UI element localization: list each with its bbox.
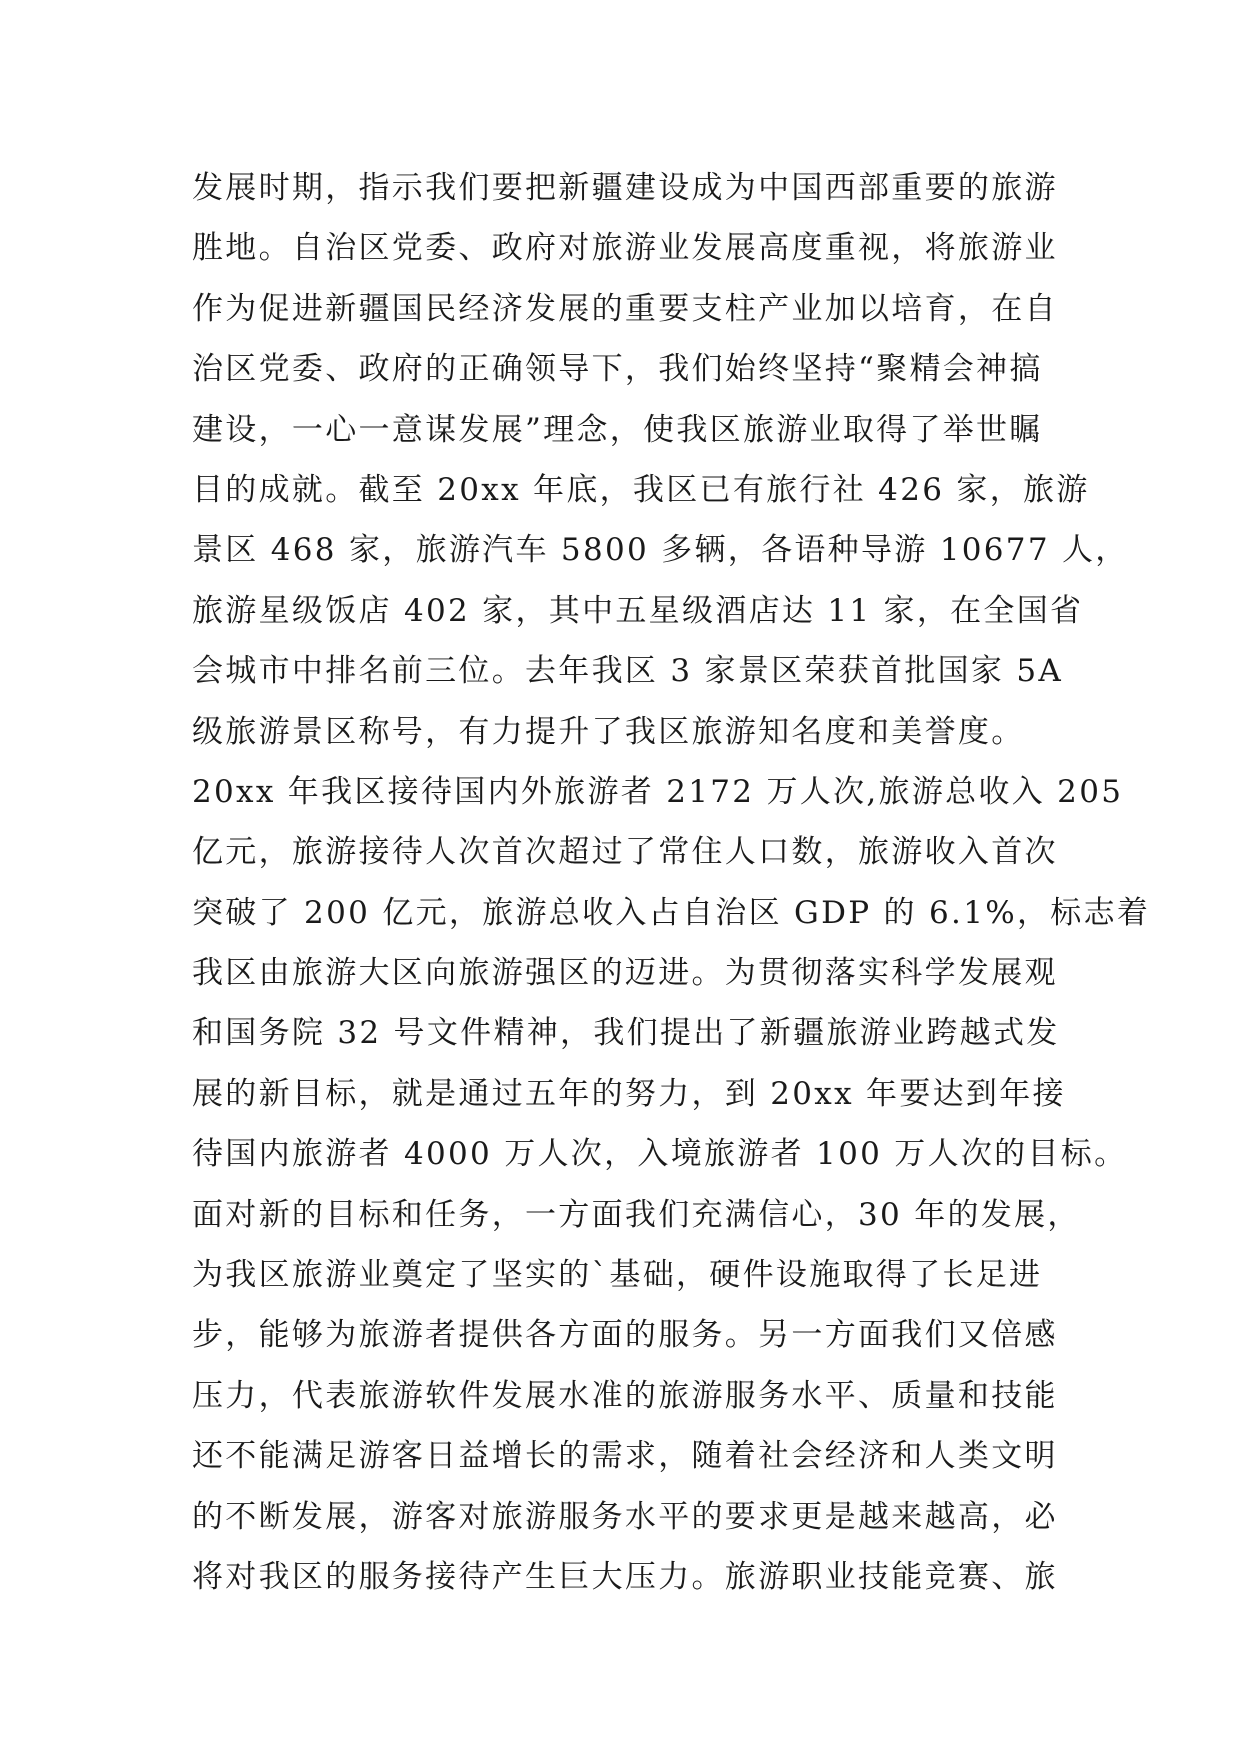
text-line: 将对我区的服务接待产生巨大压力。旅游职业技能竞赛、旅 xyxy=(192,1558,1058,1595)
text-line: 我区由旅游大区向旅游强区的迈进。为贯彻落实科学发展观 xyxy=(192,955,1058,992)
text-line: 旅游星级饭店 402 家，其中五星级酒店达 11 家，在全国省 xyxy=(192,592,1084,629)
text-line: 展的新目标，就是通过五年的努力，到 20xx 年要达到年接 xyxy=(192,1075,1066,1112)
text-line: 和国务院 32 号文件精神，我们提出了新疆旅游业跨越式发 xyxy=(192,1015,1060,1052)
text-line: 建设，一心一意谋发展”理念，使我区旅游业取得了举世瞩 xyxy=(192,411,1043,448)
text-line: 治区党委、政府的正确领导下，我们始终坚持“聚精会神搞 xyxy=(192,351,1043,388)
text-line: 为我区旅游业奠定了坚实的`基础，硬件设施取得了长足进 xyxy=(192,1257,1043,1294)
text-line: 待国内旅游者 4000 万人次，入境旅游者 100 万人次的目标。 xyxy=(192,1136,1128,1173)
body-text xyxy=(192,158,1151,1607)
text-line: 面对新的目标和任务，一方面我们充满信心，30 年的发展， xyxy=(192,1196,1081,1233)
text-line: 作为促进新疆国民经济发展的重要支柱产业加以培育，在自 xyxy=(192,290,1058,327)
text-line: 会城市中排名前三位。去年我区 3 家景区荣获首批国家 5A xyxy=(192,653,1064,690)
text-line: 亿元，旅游接待人次首次超过了常住人口数，旅游收入首次 xyxy=(192,834,1058,871)
text-line: 景区 468 家，旅游汽车 5800 多辆，各语种导游 10677 人， xyxy=(192,532,1129,569)
text-line: 20xx 年我区接待国内外旅游者 2172 万人次,旅游总收入 205 xyxy=(192,773,1124,810)
text-line: 发展时期，指示我们要把新疆建设成为中国西部重要的旅游 xyxy=(192,170,1058,206)
text-line: 压力，代表旅游软件发展水准的旅游服务水平、质量和技能 xyxy=(192,1377,1058,1414)
text-line: 突破了 200 亿元，旅游总收入占自治区 GDP 的 6.1%，标志着 xyxy=(192,894,1151,931)
text-line: 目的成就。截至 20xx 年底，我区已有旅行社 426 家，旅游 xyxy=(192,471,1090,508)
text-line: 级旅游景区称号，有力提升了我区旅游知名度和美誉度。 xyxy=(192,713,1025,750)
text-line: 的不断发展，游客对旅游服务水平的要求更是越来越高，必 xyxy=(192,1498,1058,1535)
text-line: 步，能够为旅游者提供各方面的服务。另一方面我们又倍感 xyxy=(192,1317,1058,1354)
text-line: 胜地。自治区党委、政府对旅游业发展高度重视，将旅游业 xyxy=(192,230,1058,267)
text-line: 还不能满足游客日益增长的需求，随着社会经济和人类文明 xyxy=(192,1438,1058,1475)
